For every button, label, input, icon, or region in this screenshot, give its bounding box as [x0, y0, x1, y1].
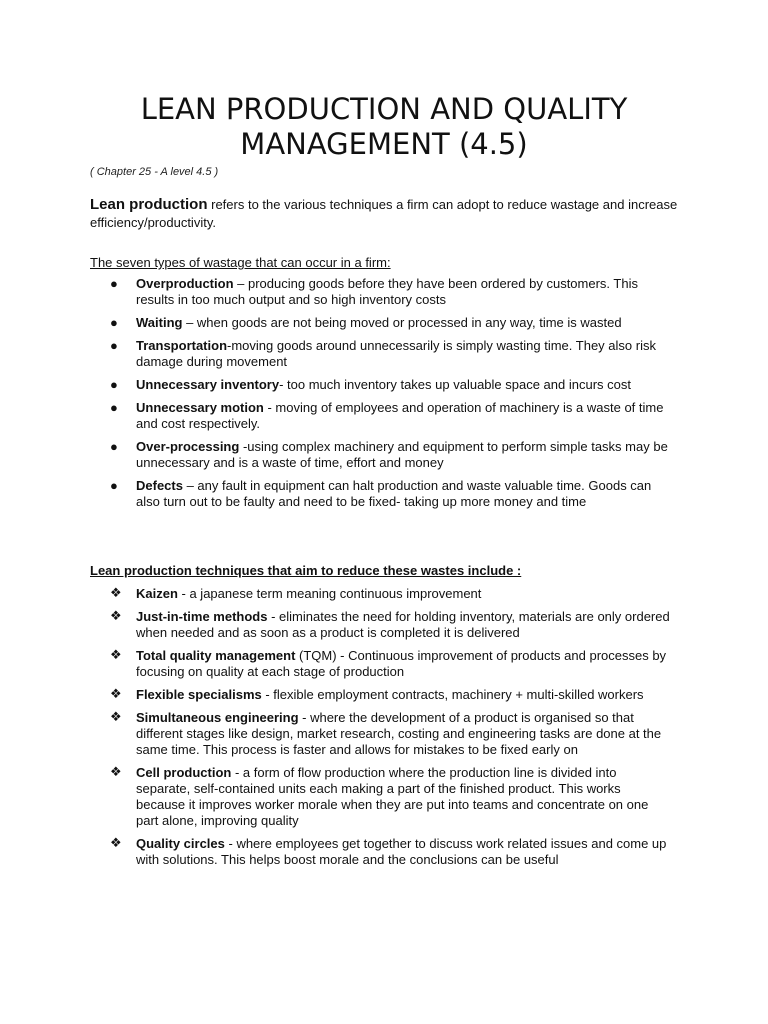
item-desc: – any fault in equipment can halt production and waste valuable time. Goods can also turn out to be faulty and need to be fixed- taking up more money and time	[136, 478, 652, 509]
item-desc: (TQM) - Continuous improvement of products and processes by focusing on quality at each stage of production	[136, 648, 667, 679]
item-term: Overproduction	[136, 276, 234, 291]
diamond-bullet-icon: ❖	[110, 765, 122, 780]
diamond-bullet-icon: ❖	[110, 609, 122, 624]
item-desc: - where the development of a product is organised so that different stages like design, market research, costing and engineering tasks are done at the same time. This process is faster and allows for mistakes to be fixed early on	[136, 710, 662, 757]
list-item	[0, 338, 670, 370]
item-term: Kaizen	[136, 586, 178, 601]
diamond-bullet-icon: ❖	[110, 710, 122, 725]
list-item	[0, 315, 670, 331]
item-desc: - a form of flow production where the production line is divided into separate, self-contained units each making a part of the finished product. This works because it improves worker morale when they are put into teams and concentrate on one part alone, improving quality	[136, 765, 649, 828]
bullet-icon: ●	[110, 400, 118, 415]
chapter-subtitle: ( Chapter 25 - A level 4.5 )	[90, 166, 219, 178]
item-term: Over-processing	[136, 439, 240, 454]
list-item	[0, 276, 670, 308]
item-desc: - eliminates the need for holding inventory, materials are only ordered when needed and as soon as a product is completed it is delivered	[136, 609, 670, 640]
item-term: Flexible specialisms	[136, 687, 262, 702]
title-line-2: MANAGEMENT (4.5)	[240, 127, 528, 161]
item-term: Cell production	[136, 765, 232, 780]
page-title	[90, 92, 678, 162]
title-line-1: LEAN PRODUCTION AND QUALITY	[140, 92, 628, 126]
diamond-bullet-icon: ❖	[110, 648, 122, 663]
list-item	[0, 836, 670, 868]
item-desc: -using complex machinery and equipment to perform simple tasks may be unnecessary and is a waste of time, effort and money	[136, 439, 668, 470]
list-item	[0, 765, 670, 829]
list-item	[0, 400, 670, 432]
bullet-icon: ●	[110, 377, 118, 392]
item-term: Transportation	[136, 338, 228, 353]
diamond-bullet-icon: ❖	[110, 586, 122, 601]
list-item	[0, 439, 670, 471]
list-item	[0, 687, 670, 703]
item-desc: - flexible employment contracts, machinery + multi-skilled workers	[261, 687, 644, 702]
diamond-bullet-icon: ❖	[110, 836, 122, 851]
list-item	[0, 648, 670, 680]
item-desc: -moving goods around unnecessarily is simply wasting time. They also risk damage during movement	[136, 338, 656, 369]
list-item	[0, 478, 670, 510]
item-term: Unnecessary inventory	[136, 377, 280, 392]
item-term: Simultaneous engineering	[136, 710, 299, 725]
bullet-icon: ●	[110, 276, 118, 291]
item-desc: - moving of employees and operation of machinery is a waste of time and cost respectively.	[136, 400, 664, 431]
list-item	[0, 609, 670, 641]
list-item	[0, 710, 670, 758]
item-desc: – when goods are not being moved or processed in any way, time is wasted	[182, 315, 622, 330]
list-item	[0, 586, 670, 602]
item-desc: - a japanese term meaning continuous improvement	[177, 586, 482, 601]
bullet-icon: ●	[110, 338, 118, 353]
item-desc: - too much inventory takes up valuable space and incurs cost	[279, 377, 631, 392]
intro-paragraph	[90, 196, 680, 232]
intro-term: Lean production	[90, 196, 208, 213]
wastes-list	[0, 276, 670, 517]
item-term: Defects	[136, 478, 183, 493]
diamond-bullet-icon: ❖	[110, 687, 122, 702]
item-desc: – producing goods before they have been ordered by customers. This results in too much output and so high inventory costs	[136, 276, 638, 307]
list-item	[0, 377, 670, 393]
wastes-heading: The seven types of wastage that can occur in a firm:	[90, 255, 391, 270]
intro-text: refers to the various techniques a firm can adopt to reduce wastage and increase efficiency/productivity.	[90, 197, 678, 230]
item-term: Just-in-time methods	[136, 609, 268, 624]
item-term: Unnecessary motion	[136, 400, 264, 415]
techniques-list	[0, 586, 670, 875]
bullet-icon: ●	[110, 439, 118, 454]
item-term: Quality circles	[136, 836, 225, 851]
item-term: Waiting	[136, 315, 183, 330]
bullet-icon: ●	[110, 478, 118, 493]
techniques-heading: Lean production techniques that aim to reduce these wastes include :	[90, 563, 522, 578]
item-desc: - where employees get together to discuss work related issues and come up with solutions. This helps boost morale and the conclusions can be useful	[136, 836, 667, 867]
item-term: Total quality management	[136, 648, 296, 663]
bullet-icon: ●	[110, 315, 118, 330]
